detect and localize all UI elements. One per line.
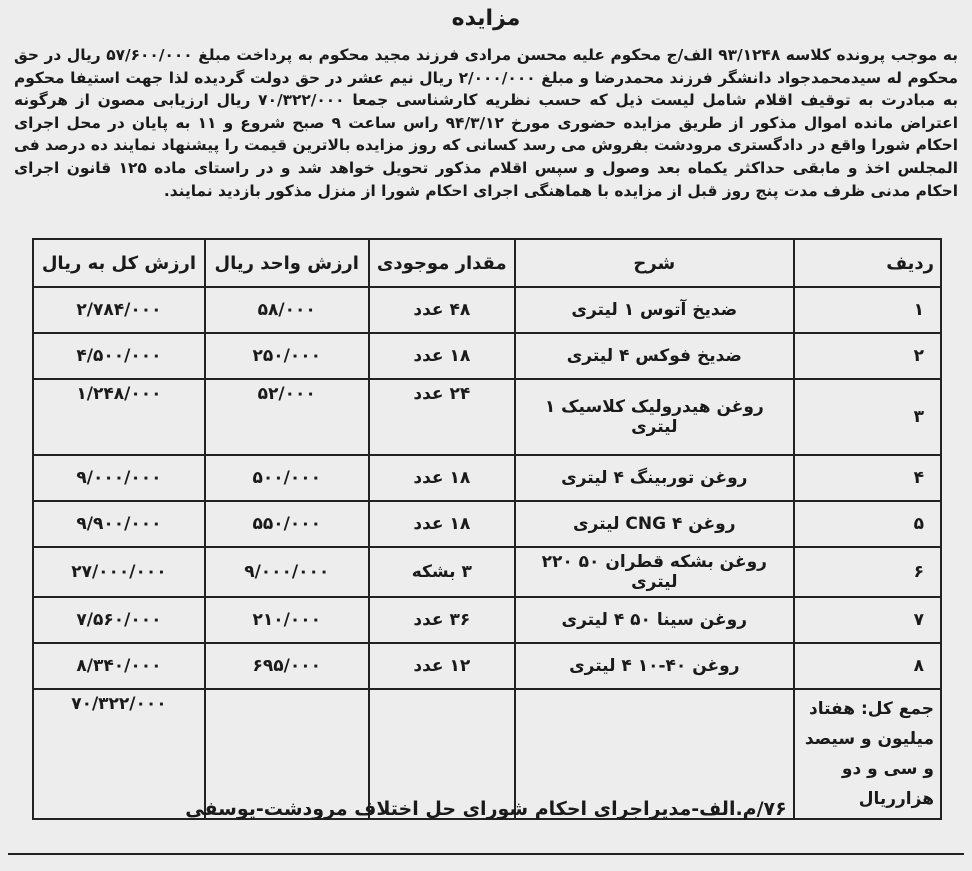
item-total-value: ۹/۹۰۰/۰۰۰ [33,501,205,547]
item-quantity: ۳ بشکه [369,547,515,597]
item-unit-value: ۵۸/۰۰۰ [205,287,369,333]
table-row [33,455,941,501]
header-unit-value: ارزش واحد ریال [205,239,369,287]
table-row [33,597,941,643]
item-unit-value: ۵۵۰/۰۰۰ [205,501,369,547]
item-quantity: ۱۸ عدد [369,455,515,501]
notice-body: به موجب پرونده کلاسه ۹۳/۱۲۴۸ الف/ج محکوم علیه محسن مرادی فرزند مجید محکوم به پرداخت مبلغ ۵۷/۶۰۰/۰۰۰ ریال در حق محکوم له سیدمحمدجواد دانشگر فرزند محمدرضا و مبلغ ۲/۰۰۰/۰۰۰ ریال نیم عشر در حق دولت گردیده لذا جهت استیفا محکوم به مبادرت به توقیف اقلام شامل لیست ذیل که حسب نظریه کارشناسی جمعا ۷۰/۳۲۲/۰۰۰ ریال ارزیابی مصون از هرگونه اعتراض مانده اموال مذکور از طریق مزایده حضوری مورخ ۹۴/۳/۱۲ راس ساعت ۹ صبح شروع و ۱۱ به پایان در محل اجرای احکام شورا واقع در دادگستری مرودشت بفروش می رسد کسانی که روز مزایده بالاترین قیمت را پیشنهاد نمایند ده درصد فی المجلس اخذ و مابقی حداکثر یکماه بعد وصول و سپس اقلام مذکور تحویل خواهد شد و در راستای ماده ۱۲۵ قانون اجرای احکام مدنی ظرف مدت پنج روز قبل از مزایده با هماهنگی اجرای احکام شورا از منزل مذکور بازدید نمایند. [14,46,958,200]
item-quantity: ۴۸ عدد [369,287,515,333]
item-quantity: ۱۸ عدد [369,333,515,379]
item-total-value: ۲۷/۰۰۰/۰۰۰ [33,547,205,597]
items-table [32,238,942,820]
item-quantity: ۱۸ عدد [369,501,515,547]
row-number: ۳ [794,379,941,455]
item-unit-value: ۵۰۰/۰۰۰ [205,455,369,501]
bottom-divider [8,853,964,855]
item-total-value: ۴/۵۰۰/۰۰۰ [33,333,205,379]
grand-total-value: ۷۰/۳۲۲/۰۰۰ [33,689,205,819]
item-unit-value: ۵۲/۰۰۰ [205,379,369,455]
item-quantity: ۱۲ عدد [369,643,515,689]
table-row [33,287,941,333]
total-in-words: جمع کل: هفتاد میلیون و سیصد و سی و دو هزارریال [794,689,941,819]
item-total-value: ۷/۵۶۰/۰۰۰ [33,597,205,643]
item-description: روغن سینا ۵۰ ۴ لیتری [515,597,794,643]
item-total-value: ۸/۳۴۰/۰۰۰ [33,643,205,689]
table-row [33,643,941,689]
row-number: ۵ [794,501,941,547]
row-number: ۸ [794,643,941,689]
table-row [33,547,941,597]
item-description: ضدیخ آتوس ۱ لیتری [515,287,794,333]
row-number: ۷ [794,597,941,643]
header-total-value: ارزش کل به ریال [33,239,205,287]
table-row [33,501,941,547]
table-row [33,379,941,455]
item-total-value: ۱/۲۴۸/۰۰۰ [33,379,205,455]
item-description: روغن بشکه قطران ۵۰ ۲۲۰ لیتری [515,547,794,597]
item-unit-value: ۹/۰۰۰/۰۰۰ [205,547,369,597]
item-unit-value: ۶۹۵/۰۰۰ [205,643,369,689]
item-description: روغن CNG ۴ لیتری [515,501,794,547]
item-description: ضدیخ فوکس ۴ لیتری [515,333,794,379]
header-row-number: ردیف [794,239,941,287]
item-description: روغن توربینگ ۴ لیتری [515,455,794,501]
table-header-row [33,239,941,287]
item-quantity: ۳۶ عدد [369,597,515,643]
notice-footer-signature: ۷۶/م.الف-مدیراجرای احکام شورای حل اختلاف مرودشت-یوسفی [185,798,787,820]
row-number: ۴ [794,455,941,501]
row-number: ۶ [794,547,941,597]
row-number: ۱ [794,287,941,333]
item-description: روغن هیدرولیک کلاسیک ۱ لیتری [515,379,794,455]
item-total-value: ۹/۰۰۰/۰۰۰ [33,455,205,501]
header-description: شرح [515,239,794,287]
notice-title: مزایده [451,6,521,31]
table-row [33,333,941,379]
item-unit-value: ۲۵۰/۰۰۰ [205,333,369,379]
item-total-value: ۲/۷۸۴/۰۰۰ [33,287,205,333]
item-quantity: ۲۴ عدد [369,379,515,455]
item-unit-value: ۲۱۰/۰۰۰ [205,597,369,643]
item-description: روغن ۴۰-۱۰ ۴ لیتری [515,643,794,689]
row-number: ۲ [794,333,941,379]
header-quantity: مقدار موجودی [369,239,515,287]
